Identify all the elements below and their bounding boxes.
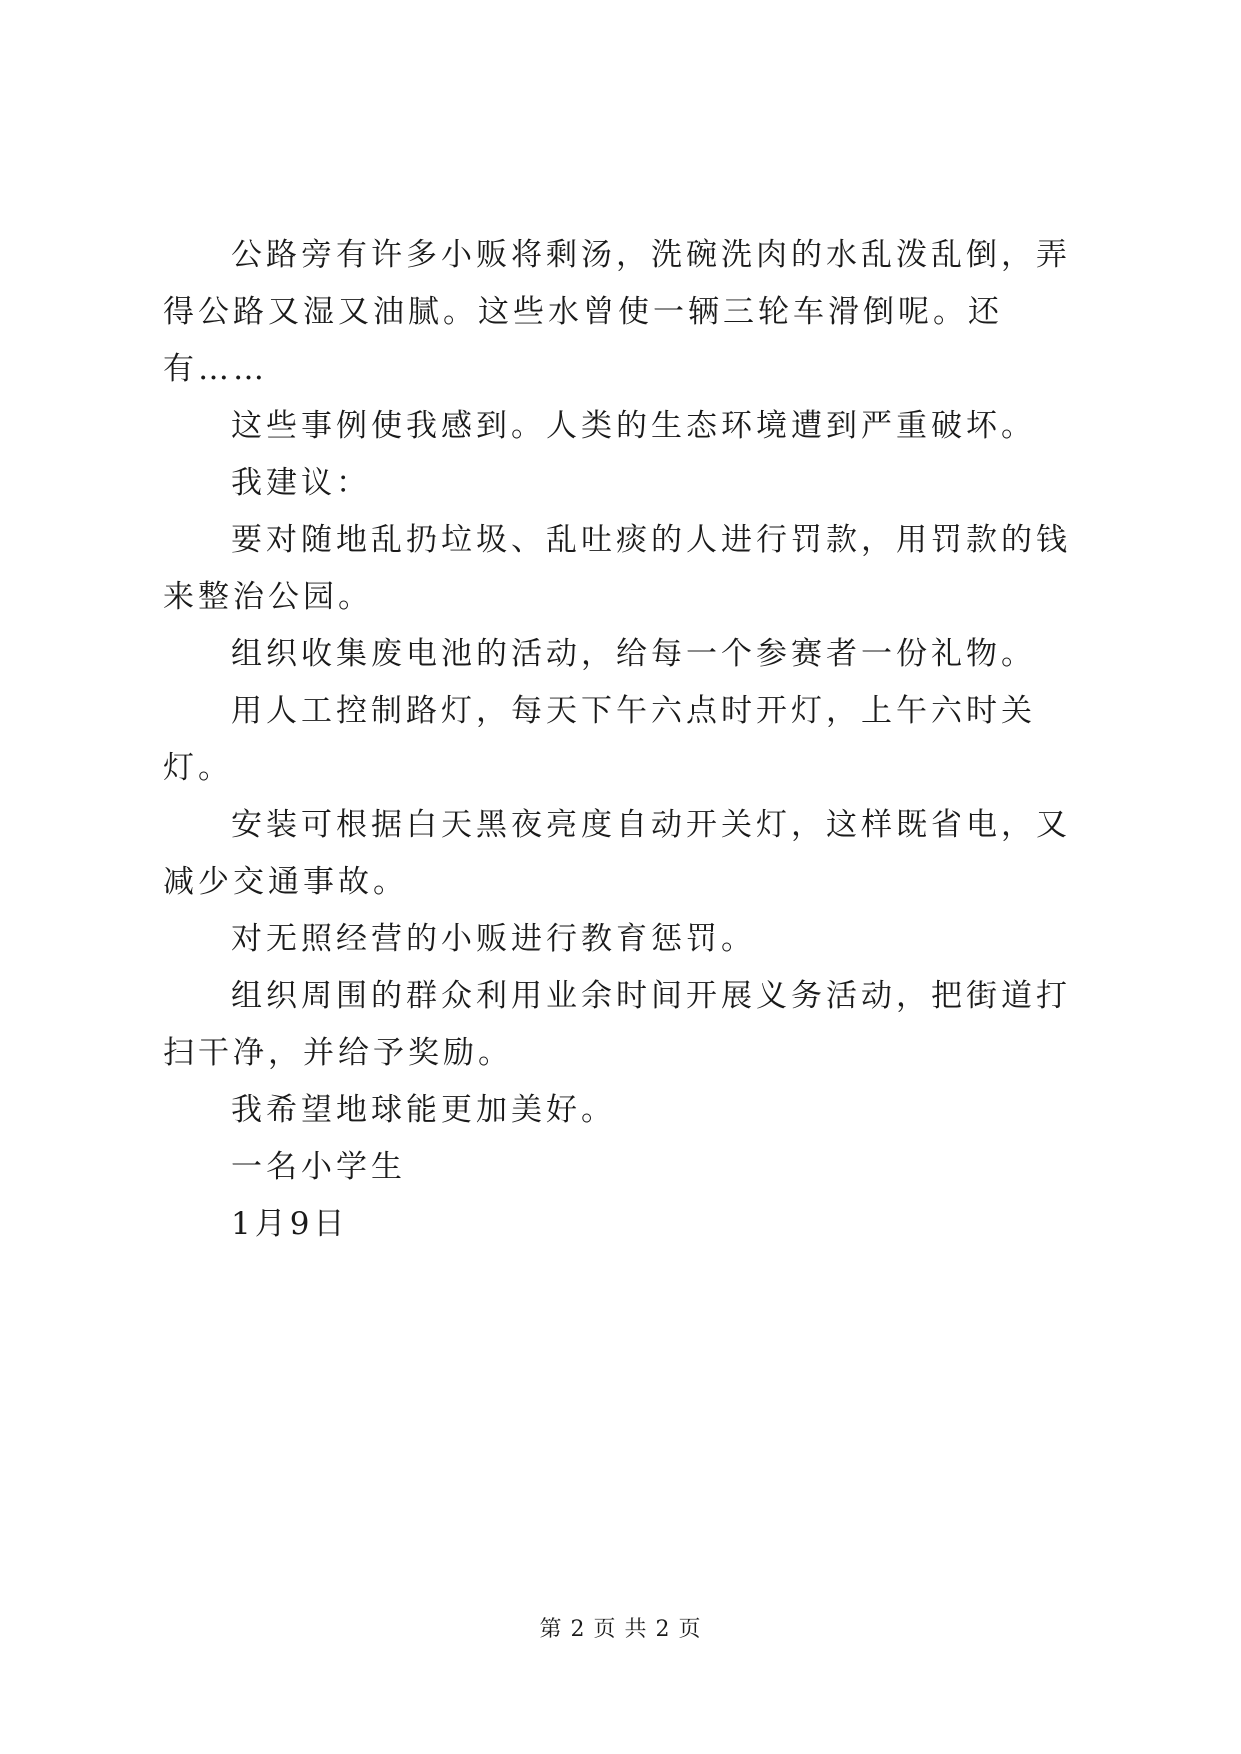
page-number-footer: 第 2 页 共 2 页 — [539, 1617, 702, 1642]
paragraph-suggestion-fines: 要对随地乱扔垃圾、乱吐痰的人进行罚款，用罚款的钱来整治公园。 — [163, 522, 1071, 615]
signature: 一名小学生 — [231, 1149, 406, 1185]
paragraph-roadside-vendors: 公路旁有许多小贩将剩汤，洗碗洗肉的水乱泼乱倒，弄得公路又湿又油腻。这些水曾使一辆三轮车滑倒呢。还有…… — [163, 237, 1071, 387]
paragraph-suggestion-batteries: 组织收集废电池的活动，给每一个参赛者一份礼物。 — [231, 636, 1036, 672]
paragraph-suggestion-streetlights: 用人工控制路灯，每天下午六点时开灯，上午六时关灯。 — [163, 693, 1036, 786]
paragraph-observation: 这些事例使我感到。人类的生态环境遭到严重破坏。 — [231, 408, 1036, 444]
date: 1月9日 — [231, 1206, 349, 1242]
paragraph-suggestion-auto-lights: 安装可根据白天黑夜亮度自动开关灯，这样既省电，又减少交通事故。 — [163, 807, 1071, 900]
paragraph-closing-wish: 我希望地球能更加美好。 — [231, 1092, 616, 1128]
paragraph-suggestion-vendors: 对无照经营的小贩进行教育惩罚。 — [231, 921, 756, 957]
paragraph-suggestion-heading: 我建议： — [231, 465, 371, 501]
document-body — [163, 227, 1095, 1253]
paragraph-suggestion-volunteers: 组织周围的群众利用业余时间开展义务活动，把街道打扫干净，并给予奖励。 — [163, 978, 1071, 1071]
